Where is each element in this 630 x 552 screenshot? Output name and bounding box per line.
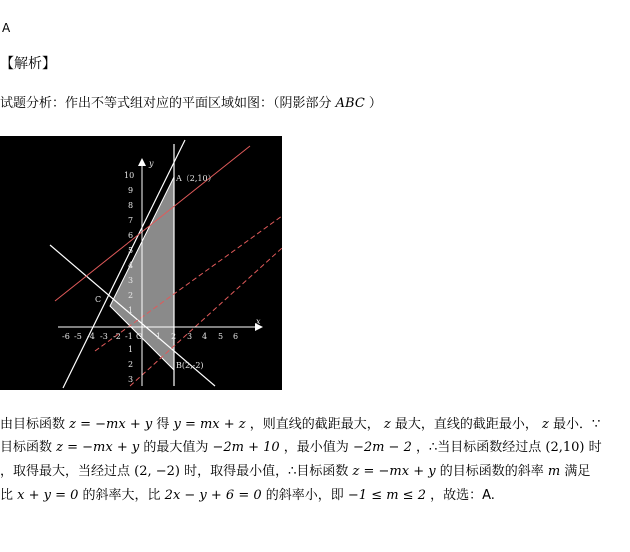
- formula: −1 ≤ m ≤ 2: [347, 488, 426, 503]
- formula: −2m + 10: [212, 440, 280, 455]
- y-tick: 2: [128, 291, 134, 300]
- y-axis-label: y: [149, 159, 154, 168]
- point-c-label: C: [95, 295, 102, 304]
- text: ，最小值为: [279, 440, 353, 455]
- formula: z = −mx + y: [69, 417, 153, 432]
- y-tick: 9: [128, 186, 134, 195]
- feasible-region-figure: [0, 136, 282, 390]
- x-tick: 6: [233, 332, 239, 341]
- x-tick: 5: [218, 332, 224, 341]
- y-tick: 1: [128, 306, 134, 315]
- y-tick: 7: [128, 216, 134, 225]
- text: 目标函数: [0, 440, 57, 455]
- text: ，故选：A.: [425, 488, 495, 503]
- x-tick: 2: [171, 332, 177, 341]
- analysis-region-label: ABC: [335, 96, 365, 111]
- text: 的斜率小，即: [261, 488, 348, 503]
- formula: x + y = 0: [17, 488, 79, 503]
- coordinate-plane: [0, 136, 282, 390]
- analysis-close: ）: [364, 96, 382, 111]
- text: 的最大值为: [139, 440, 213, 455]
- point-b-label: B(2,-2): [176, 361, 204, 370]
- y-tick: 8: [128, 201, 134, 210]
- y-tick: 5: [128, 246, 134, 255]
- x-tick: 1: [156, 332, 162, 341]
- text: 最小．∵: [548, 417, 601, 432]
- text: ，取得最大，当经过点: [0, 464, 135, 479]
- text: 最大，直线的截距最小，: [390, 417, 543, 432]
- text: 时，取得最小值，∴目标函数: [179, 464, 353, 479]
- text: 的斜率大，比: [78, 488, 165, 503]
- formula: (2, −2): [134, 464, 180, 479]
- formula: y = mx + z: [173, 417, 246, 432]
- text: ，∴当目标函数经过点: [411, 440, 546, 455]
- analysis-sentence: [0, 96, 382, 112]
- text: 得: [152, 417, 174, 432]
- x-tick: 3: [187, 332, 193, 341]
- solution-line-4: [0, 488, 495, 504]
- x-tick: 4: [202, 332, 208, 341]
- formula: z: [542, 417, 549, 432]
- text: 满足: [560, 464, 591, 479]
- solution-line-2: [0, 440, 602, 456]
- y-axis-arrow: [138, 158, 146, 166]
- y-tick: 6: [128, 231, 134, 240]
- solution-line-3: [0, 464, 590, 480]
- point-a-label: A（2,10）: [176, 174, 216, 183]
- y-tick: 3: [128, 276, 134, 285]
- formula: (2,10): [545, 440, 585, 455]
- origin-label: O: [136, 332, 143, 341]
- x-tick: -4: [87, 332, 95, 341]
- text: 的目标函数的斜率: [435, 464, 548, 479]
- solution-line-1: [0, 417, 600, 433]
- formula: −2m − 2: [352, 440, 412, 455]
- formula: 2x − y + 6 = 0: [164, 488, 262, 503]
- x-tick: -3: [100, 332, 108, 341]
- y-tick: 3: [128, 375, 134, 384]
- y-tick: 2: [128, 360, 134, 369]
- x-tick: -6: [62, 332, 70, 341]
- y-tick: 10: [124, 171, 135, 180]
- text: 时: [584, 440, 602, 455]
- text: 由目标函数: [0, 417, 70, 432]
- y-tick: 4: [128, 261, 134, 270]
- section-heading: 【解析】: [0, 56, 56, 72]
- analysis-text: 试题分析：作出不等式组对应的平面区域如图：（阴影部分: [0, 96, 336, 111]
- text: ，则直线的截距最大，: [245, 417, 384, 432]
- x-tick: -1: [125, 332, 133, 341]
- x-axis-label: x: [256, 317, 261, 326]
- formula: z: [383, 417, 391, 432]
- answer-letter: A: [2, 21, 11, 35]
- formula: z = −mx + y: [56, 440, 140, 455]
- x-tick: -2: [113, 332, 121, 341]
- text: 比: [0, 488, 18, 503]
- formula: m: [547, 464, 561, 479]
- x-tick: -5: [74, 332, 82, 341]
- formula: z = −mx + y: [352, 464, 436, 479]
- y-tick: 1: [128, 345, 134, 354]
